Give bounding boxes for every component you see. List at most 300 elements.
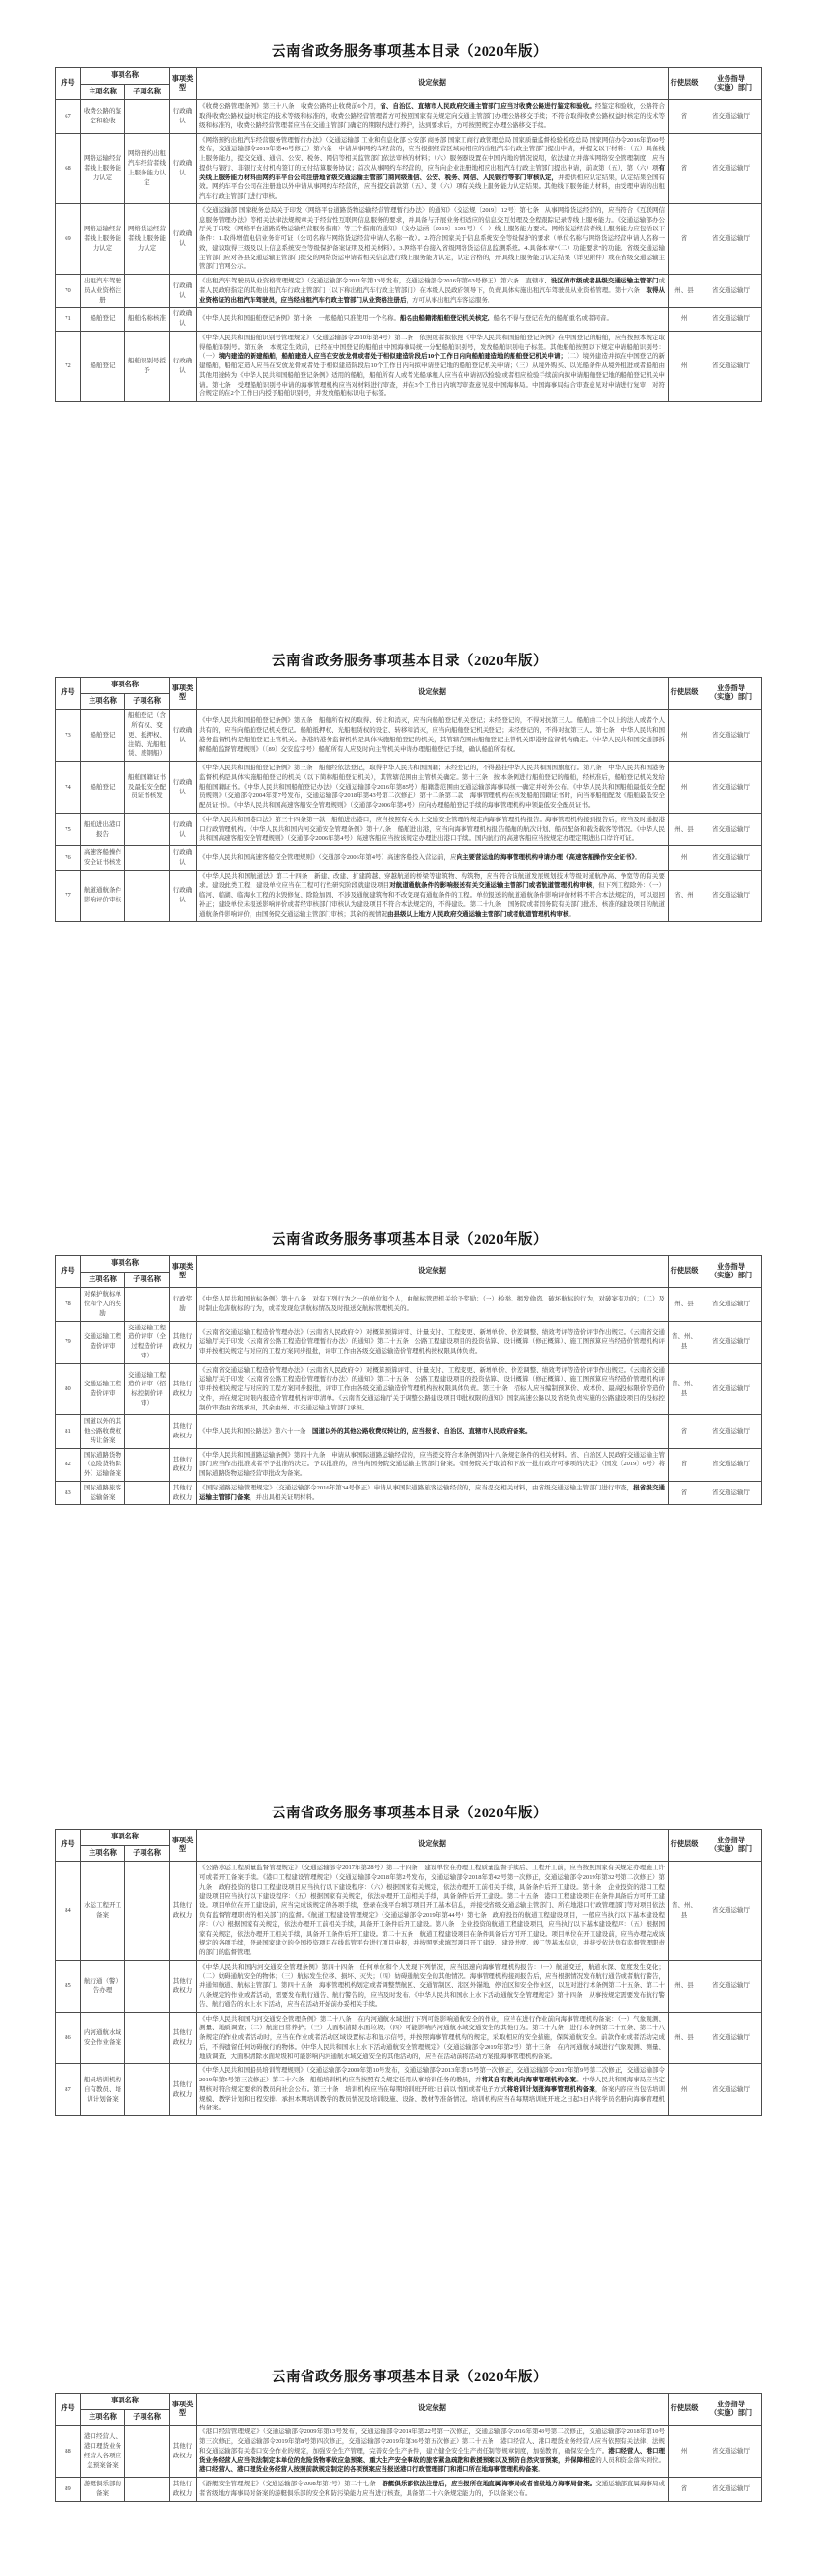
col-header-sub-name: 子项名称: [125, 84, 170, 100]
sub-item-cell: [125, 2478, 170, 2502]
legal-basis-cell: [197, 762, 669, 814]
main-item-cell: 出租汽车驾驶员从业资格注册: [81, 275, 125, 308]
level-cell: 州、县: [669, 1960, 700, 2012]
department-cell: 省交通运输厅: [700, 100, 762, 133]
sub-item-cell: 船舶名称核准: [125, 308, 170, 332]
row-number-cell: 83: [56, 1481, 81, 1505]
level-cell: 省: [669, 1481, 700, 1505]
row-number-cell: 79: [56, 1321, 81, 1363]
col-header-no: 序号: [56, 1830, 81, 1862]
main-item-cell: 船舶登记: [81, 710, 125, 762]
table-row: [56, 1448, 762, 1481]
legal-basis-bold-text: 有关线上服务能力材料由网约车平台公司注册地省级交通运输主管部门商同级通信、公安、税务、网信、人民银行等部门审核认定，: [199, 164, 666, 181]
legal-basis-cell: [197, 2426, 669, 2478]
table-row: [56, 1321, 762, 1363]
legal-basis-cell: [197, 133, 669, 203]
row-number-cell: 85: [56, 1960, 81, 2012]
table-row: [56, 1481, 762, 1505]
legal-basis-bold-text: 境内建造的新建船舶，船舶建造人应当在安放龙骨或者处于相似建造阶段后10个工作日内向船舶建造地的船舶登记机关申请；: [218, 353, 568, 361]
legal-basis-text: 《国际道路运输管理规定》（交通运输部令2016年第34号修正）申请从事国际道路旅客运输经营的，应当提交相关材料，由省级交通运输主管部门进行审查，: [199, 1484, 634, 1491]
row-number-cell: 78: [56, 1288, 81, 1321]
col-header-department: 业务指导 （实施）部门: [700, 678, 762, 710]
legal-basis-cell: [197, 1321, 669, 1363]
sub-item-cell: 船舶识别号授予: [125, 331, 170, 401]
col-header-item-name: 事项名称: [81, 1256, 170, 1273]
main-item-cell: 游艇俱乐部的备案: [81, 2478, 125, 2502]
item-type-cell: 其他行政权力: [170, 2478, 197, 2502]
legal-basis-text: 交通运输部直属海事局或者省级地方海事局对备案的游艇俱乐部的安全和防污染能力应当进行核查，具备第二十六条规定能力的，予以备案公布。: [199, 2481, 666, 2497]
legal-basis-cell: [197, 1960, 669, 2012]
department-cell: 省交通运输厅: [700, 308, 762, 332]
catalog-table: [55, 1829, 762, 2116]
main-item-cell: 网络运输经营者线上服务能力认定: [81, 133, 125, 203]
level-cell: 省: [669, 1415, 700, 1448]
legal-basis-cell: [197, 203, 669, 274]
legal-basis-text: 。: [634, 854, 642, 862]
level-cell: 州: [669, 2426, 700, 2478]
item-type-cell: 行政确认: [170, 710, 197, 762]
table-slot: [0, 67, 819, 402]
legal-basis-cell: [197, 308, 669, 332]
legal-basis-cell: [197, 275, 669, 308]
department-cell: 省交通运输厅: [700, 1321, 762, 1363]
sub-item-cell: [125, 100, 170, 133]
legal-basis-cell: [197, 710, 669, 762]
item-type-cell: 其他行政权力: [170, 1448, 197, 1481]
department-cell: 省交通运输厅: [700, 2478, 762, 2502]
legal-basis-cell: [197, 2012, 669, 2064]
main-item-cell: 网络运输经营者线上服务能力认定: [81, 203, 125, 274]
catalog-table: [55, 1255, 762, 1505]
table-row: [56, 133, 762, 203]
legal-basis-cell: [197, 100, 669, 133]
legal-basis-text: 《中华人民共和国船舶登记条例》第五条 船舶所有权的取得、转让和消灭，应当向船舶登记机关登记；未经登记的，不得对抗第三人。船舶由二个以上的法人或者个人共有的，应当向船舶登记机关登记。船舶抵押权、光船租赁权的设定、转移和消灭，应当向船舶登记机关登记；未经登记的，不得对抗第三人。第七条 中华人民共和国港务监督机构是船舶登记主管机关。各港的港务监督机构是具体实施船舶登记的机关，其管辖范围由船舶登记主管机关即港务监督机构确定。《中华人民共和国交通部拆解船舶监督管理规则》（〔89〕交安监字号）船舶所有人应及时向主管机关申请办理船舶登记手续，确认船舶所有权。: [199, 717, 666, 753]
legal-basis-text: 《中华人民共和国航道法》第二十四条 新建、改建、扩建跨越、穿越航道的桥梁等建筑物、构筑物，应当符合该航道发展规划技术等级对通航净高、净宽等的有关要求。建设此类工程，建设单位应当在工程可行性研究阶段就建设项目: [199, 872, 666, 890]
sub-item-cell: [125, 870, 170, 922]
col-header-item-type: 事项类型: [170, 1830, 197, 1862]
legal-basis-text: 《网络预约出租汽车经营服务管理暂行办法》（交通运输部 工业和信息化部 公安部 商务部 国家工商行政管理总局 国家质量监督检验检疫总局 国家网信办令2016年第60号发布，交通运输部令2019年第46号修正）第六条 申请从事网约车经营的，应当根据经营区域向相应的出租汽车行政主管部门提出申请，并提交以下材料：（五）具备线上服务能力，提交交通、通信、公安、税务、网信等相关监管部门依法审核的材料；（六）服务器设置在中国内地的情况说明，依法建立并落实网络安全管理制度，应当提供与银行、非银行支付机构签订的支付结算服务协议；首次从事网约车经营的，应当向企业注册地相应出租汽车行政主管部门提出申请，前款第（五）、第（六）项: [199, 136, 666, 172]
legal-basis-text: 《游艇安全管理规定》（交通运输部令2008年第7号）第二十七条: [199, 2481, 383, 2488]
row-number-cell: 71: [56, 308, 81, 332]
row-number-cell: 72: [56, 331, 81, 401]
row-number-cell: 80: [56, 1363, 81, 1415]
legal-basis-text: 《中华人民共和国公路法》第六十一条: [199, 1428, 313, 1436]
row-number-cell: 86: [56, 2012, 81, 2064]
legal-basis-text: 《中华人民共和国内河交通安全管理条例》第四十四条 任何单位和个人发现下列情况，应当迅速向海事管理机构报告：（一）航道变迁，航道水深、宽度发生变化；（二）妨碍通航安全的物体；（三）航标发生位移、损坏、灭失；（四）妨碍通航安全的其他情况。海事管理机构接到报告后，应当根据情况发布航行通告或者航行警告，并通知航道、航标主管部门。第四十五条 海事管理机构划定或者调整禁航区、交通管制区、港区外锚地、停泊区和安全作业区，以及对进行本条例第二十五条、第二十八条规定的作业或者活动，需要发布航行通告、航行警告的，应当及时发布。《中华人民共和国水上水下活动通航安全管理规定》第十四条 从事按规定需要发布航行警告、航行通告的水上水下活动，应当在活动开始前办妥相关手续。: [199, 1963, 666, 2008]
level-cell: 州、县: [669, 1288, 700, 1321]
legal-basis-text: 《交通运输部 国家税务总局关于印发〈网络平台道路货物运输经营管理暂行办法〉的通知》（交运规〔2019〕12号）第七条 从事网络货运经营的，应当符合《互联网信息服务管理办法》等相关法律法规规章关于经营性互联网信息服务的要求，并具备与开展业务相适应的信息交互处理及全程跟踪记录等线上服务能力。《交通运输部办公厅关于印发〈网络平台道路货物运输经营服务指南〉等三个指南的通知》（交办运函〔2019〕1391号）（一）线上服务能力要求。网络货运经营者线上服务能力应包括以下条件：1.取得增值电信业务许可证（公司名称与网络货运经营申请人名称一致）。2.符合国家关于信息系统安全等级保护的要求（单位名称与网络货运经营申请人名称一致，建议取得三级及以上信息系统安全等级保护备案证明及相关材料）。3.网络平台接入省级网络货运信息监测系统。4.具备本章“（二）功能要求”的功能。省级交通运输主管部门应对各县交通运输主管部门提交的网络货运申请者相关信息进行线上服务能力认定，认定合格的，开具线上服务能力认定结果（详见附件）或在省级交通运输主管部门官网公示。: [199, 206, 666, 271]
col-header-no: 序号: [56, 678, 81, 710]
main-item-cell: 内河通航水域安全作业备案: [81, 2012, 125, 2064]
legal-basis-text: 《出租汽车驾驶员从业资格管理规定》（交通运输部令2011年第13号发布，交通运输部令2016年第63号修正）第六条 直辖市、: [199, 278, 551, 285]
legal-basis-bold-text: 港口经营人、港口理货业务经营人按照前款规定制定的各项预案应当报送港口行政管理部门和港口所在地海事管理机构备案: [199, 2466, 539, 2474]
col-header-no: 序号: [56, 2394, 81, 2426]
sub-item-cell: 网络货运经营者线上服务能力认定: [125, 203, 170, 274]
table-row: [56, 100, 762, 133]
col-header-department: 业务指导 （实施）部门: [700, 2394, 762, 2426]
sub-item-cell: [125, 813, 170, 845]
legal-basis-text: ，方可从事出租汽车客运服务。: [406, 296, 494, 304]
main-item-cell: 水运工程开工备案: [81, 1862, 125, 1961]
department-cell: 省交通运输厅: [700, 1415, 762, 1448]
table-row: [56, 710, 762, 762]
legal-basis-bold-text: 由县级以上地方人民政府交通运输主管部门或者航道管理机构审核: [387, 910, 569, 918]
legal-basis-text: 《中华人民共和国船舶登记条例》第三条 船舶经依法登记，取得中华人民共和国国籍；未经登记的，不得悬挂中华人民共和国国旗航行。第八条 中华人民共和国港务监督机构是具体实施船舶登记的机关（以下简称船舶登记机关），其管辖范围由主管机关确定。第十三条 按本条例进行船舶登记的船舶，经核准后，船舶登记机关发给船舶国籍证书。《中华人民共和国船舶登记办法》（交通运输部令2016年第85号）船籍港范围由交通运输部海事局统一确定并对外公布。《中华人民共和国船舶最低安全配员规则》（交通部令2004年第7号发布，交通运输部令2018年第43号第二次修正）第十二条第二款 海事管理机构在核发船舶国籍证书时，向当事船舶配发《船舶最低安全配员证书》。《中华人民共和国高速客船安全管理规则》（交通部令2006年第4号）应向办理船舶登记手续的海事管理机构申领最低安全配员证书。: [199, 765, 666, 810]
row-number-cell: 69: [56, 203, 81, 274]
legal-basis-cell: [197, 1862, 669, 1961]
col-header-sub-name: 子项名称: [125, 2409, 170, 2426]
department-cell: 省交通运输厅: [700, 275, 762, 308]
legal-basis-text: ，并出具相关证明材料。: [250, 1493, 319, 1501]
department-cell: 省交通运输厅: [700, 710, 762, 762]
table-body: [56, 1862, 762, 2116]
department-cell: 省交通运输厅: [700, 846, 762, 871]
sub-item-cell: 网络预约出租汽车经营者线上服务能力认定: [125, 133, 170, 203]
department-cell: 省交通运输厅: [700, 1862, 762, 1961]
sub-item-cell: 交通运输工程造价评审（招标控制价评审）: [125, 1363, 170, 1415]
table-row: [56, 275, 762, 308]
legal-basis-text: 《公路水运工程质量监督管理规定》（交通运输部令2017年第28号）第二十四条 建设单位在办理工程质量监督手续后、工程开工前，应当按照国家有关规定办理施工许可或者开工备案手续。《港口工程建设管理规定》（交通运输部令2018年第2号发布，交通运输部令2018年第42号第一次修正，交通运输部令2019年第32号第二次修正）第九条 政府投资的港口工程建设项目应当执行以下建设程序：（六）根据国家有关规定，依法办理开工前相关手续，具备条件后开工建设。第十条 企业投资的港口工程建设项目应当执行以下建设程序：（五）根据国家有关规定，依法办理开工前相关手续，具备条件后开工建设。第二十五条 港口工程建设项目在条件具备后方可开工建设。项目单位在开工建设前，应当完成该规定的各项手续，登录在线平台填写项目开工基本信息，并接受省级交通运输主管部门、所在地港口行政管理部门等对项目依法负有监督管理职责的相关部门的监督。《航道工程建设管理规定》（交通运输部令2019年第44号）第七条 政府投资的航道工程建设项目，一般应当执行以下基本建设程序：（六）根据国家有关规定，依法办理开工前相关手续，具备开工条件后开工建设。第八条 企业投资的航道工程建设项目，应当执行以下基本建设程序：（五）根据国家有关规定，依法办理开工相关手续，具备开工条件后开工建设。第二十五条 航道工程建设项目在条件具备后方可开工建设。项目单位在开工建设前，应当办理完成该规定的各项手续，登录国家建立的全国投资项目在线监管平台进行项目申报，并按照要求填写项目开工建设、建设进度、竣工等基本信息，并接受依法负有监督管理职责的部门的监督管理。: [199, 1865, 666, 1957]
main-item-cell: 高速客船操作安全证书核发: [81, 846, 125, 871]
level-cell: 省、州、县: [669, 1862, 700, 1961]
level-cell: 省: [669, 100, 700, 133]
legal-basis-text: 或者人民政府指定的其他出租汽车行政主管部门（以下称出租汽车行政主管部门）在本级人民政府领导下，负责具体实施出租汽车驾驶员从业资格管理。第十六条: [199, 278, 666, 294]
sub-item-cell: [125, 2064, 170, 2116]
legal-basis-bold-text: 报省级交通运输主管部门备案: [199, 1484, 666, 1501]
catalog-page-4: [0, 1802, 819, 2116]
col-header-level: 行使层级: [669, 68, 700, 100]
level-cell: 州: [669, 762, 700, 814]
legal-basis-cell: [197, 870, 669, 922]
legal-basis-text: 经鉴定和验收，公路符合取得收费公路权益时核定的技术等级和标准的，收费公路经营管理者方可按照国家有关规定向交通主管部门办理公路移交手续；不符合取得收费公路权益时核定的技术等级和标准的，收费公路经营管理者应当在交通主管部门确定的期限内进行养护，达到要求后，方可按照规定办理公路移交手续。: [199, 103, 666, 129]
sub-item-cell: [125, 2012, 170, 2064]
col-header-legal-basis: 设定依据: [197, 1256, 669, 1288]
level-cell: 州: [669, 308, 700, 332]
table-row: [56, 1363, 762, 1415]
legal-basis-text: 《收费公路管理条例》第三十八条 收费公路终止收费前6个月，: [199, 103, 381, 111]
item-type-cell: 行政确认: [170, 100, 197, 133]
row-number-cell: 89: [56, 2478, 81, 2502]
sub-item-cell: [125, 275, 170, 308]
item-type-cell: 其他行政权力: [170, 1862, 197, 1961]
item-type-cell: 行政确认: [170, 870, 197, 922]
page-title: 云南省政务服务事项基本目录（2020年版）: [272, 2370, 547, 2385]
legal-basis-bold-text: 港口经营人、港口理货业务经营人应当依法制定本单位的危险货物事故应急预案、重大生产安全事故的旅客紧急疏散和救援预案以及预防自然灾害预案，并保障相应: [199, 2447, 666, 2464]
table-row: [56, 308, 762, 332]
col-header-item-name: 事项名称: [81, 678, 170, 694]
legal-basis-cell: [197, 1448, 669, 1481]
col-header-item-type: 事项类型: [170, 1256, 197, 1288]
row-number-cell: 82: [56, 1448, 81, 1481]
legal-basis-text: 《港口经营管理规定》（交通运输部令2009年第13号发布，交通运输部令2014年第22号第一次修正，交通运输部令2016年第43号第二次修正，交通运输部令2018年第10号第三次修正，交通运输部令2019年第8号第四次修正，交通运输部令2019年第36号第五次修正）第二十五条 港口经营人、港口理货业务经营人应当依照有关法律、法规和交通运输部有关港口安全作业的规定，加强安全生产管理，完善安全生产条件，建立健全安全生产责任制等规章制度，加强教育，确保安全生产。: [199, 2428, 666, 2455]
page-title: 云南省政务服务事项基本目录（2020年版）: [272, 44, 547, 60]
table-row: [56, 203, 762, 274]
table-slot: [0, 1829, 819, 2116]
level-cell: 州: [669, 2064, 700, 2116]
legal-basis-bold-text: 对航道通航条件的影响报送有关交通运输主管部门或者航道管理机构审核: [389, 882, 593, 890]
table-row: [56, 2012, 762, 2064]
col-header-level: 行使层级: [669, 678, 700, 710]
item-type-cell: 行政奖励: [170, 1288, 197, 1321]
col-header-item-type: 事项类型: [170, 68, 197, 100]
sub-item-cell: [125, 1862, 170, 1961]
item-type-cell: 行政确认: [170, 308, 197, 332]
sub-item-cell: [125, 2426, 170, 2478]
table-body: [56, 2426, 762, 2501]
legal-basis-text: 《云南省交通运输工程造价管理办法》（云南省人民政府令）对概算预算评审、计量支付、工程变更、新增单价、价差调整、绩效考评等造价评审作出规定。《云南省交通运输厅关于印发〈云南省公路工程造价管理暂行办法〉的通知》第二十五条 公路工程建设项目的投资估算、设计概算（修正概算）、施工图预算应当经造价管理机构评审并按相关规定与对应的工程方案同步报批，评审工作由各级交通运输造价管理机构按权限具体负责。第三十条 招标人应当编制预算价、成本价、最高投标限价等造价文件，并在规定时限内报造价管理机构评审清单。《云南省交通运输厅关于调整公路建设项目审批权限的通知》国家高速公路以及省级负责实施的公路建设项目的投标控制价审查由省级承担，其余由州、市交通运输主管部门承担。: [199, 1366, 666, 1411]
legal-basis-text: ，但下列工程除外：（一）临河、临湖、临海水工程的水毁修复、除险加固、不涉及通航建筑物和不改变现有通航条件的工程。单位报送的航道通航条件影响评价材料不符合本法规定的，可以退回补正；建设单位未报送影响评价或者经审核部门审核认为建设项目不符合本法规定的，不得建设。第二十九条 国务院或者国务院有关部门批准、核准的建设项目的航道通航条件影响评价，由国务院交通运输主管部门审核；其余的视情况: [199, 882, 666, 918]
col-header-no: 序号: [56, 1256, 81, 1288]
legal-basis-bold-text: 国道以外的其他公路收费权转让的，应当报省、自治区、直辖市人民政府备案。: [312, 1428, 532, 1436]
catalog-page-1: [0, 40, 819, 402]
department-cell: 省交通运输厅: [700, 870, 762, 922]
legal-basis-cell: [197, 2064, 669, 2116]
item-type-cell: 其他行政权力: [170, 1960, 197, 2012]
legal-basis-bold-text: 设区的市级或者县级交通运输主管部门: [550, 278, 659, 285]
main-item-cell: 船舶登记: [81, 331, 125, 401]
level-cell: 省: [669, 2478, 700, 2502]
legal-basis-text: 《中华人民共和国高速客船安全管理规则》（交通部令2006年第4号）高速客船投入营运前，应: [199, 854, 457, 862]
sub-item-cell: [125, 1288, 170, 1321]
col-header-main-name: 主项名称: [81, 1272, 125, 1288]
legal-basis-text: 的人员和资金落实到位。: [595, 2456, 666, 2464]
legal-basis-cell: [197, 1415, 669, 1448]
row-number-cell: 77: [56, 870, 81, 922]
row-number-cell: 67: [56, 100, 81, 133]
col-header-legal-basis: 设定依据: [197, 1830, 669, 1862]
legal-basis-text: 《中华人民共和国船舶登记条例》第十条 一般船舶只准使用一个名称。: [199, 315, 401, 323]
col-header-legal-basis: 设定依据: [197, 678, 669, 710]
legal-basis-cell: [197, 2478, 669, 2502]
col-header-level: 行使层级: [669, 1830, 700, 1862]
legal-basis-text: 《中华人民共和国船舶识别号管理规定》（交通运输部令2010年第4号）第二条 依照或者拟依照《中华人民共和国船舶登记条例》在中国登记的船舶，应当按照本规定取得船舶识别号。第五条 本规定生效前，已经在中国登记的船舶由中国海事局统一分配船舶识别号，发放船舶识别电子标签。其他船舶按照以下规定申请船舶识别号：（一）: [199, 334, 666, 361]
main-item-cell: 船舶登记: [81, 762, 125, 814]
table-header: [56, 1830, 762, 1862]
col-header-level: 行使层级: [669, 2394, 700, 2426]
table-header: [56, 1256, 762, 1288]
legal-basis-bold-text: 取得从业资格证的出租汽车驾驶员，应当经出租汽车行政主管部门从业资格注册后: [199, 286, 666, 304]
col-header-main-name: 主项名称: [81, 1845, 125, 1862]
row-number-cell: 75: [56, 813, 81, 845]
table-row: [56, 331, 762, 401]
legal-basis-text: 。: [568, 910, 576, 918]
table-body: [56, 710, 762, 922]
legal-basis-text: 《中华人民共和国港口法》第三十四条第一款 船舶进出港口，应当按照有关水上交通安全管理的规定向海事管理机构报告。海事管理机构接到报告后，应当及时通报港口行政管理机构。《中华人民共和国内河交通安全管理条例》第十八条 船舶进出港，应当向海事管理机构报告船舶的航次计划、船员配备和载货载客等情况。《中华人民共和国高速客船安全管理规则》（交通部令2006年第4号）高速客船应当按该规定办理进出港口手续。国内航行的高速客船应当按规定办理定期进出口岸许可证。: [199, 816, 666, 843]
col-header-item-name: 事项名称: [81, 68, 170, 85]
legal-basis-text: 《中华人民共和国内河交通安全管理条例》第二十八条 在内河通航水域进行下列可能影响通航安全的作业，应当在进行作业前向海事管理机构备案：（一）气象观测、测量、地质调查；（二）航道日常养护；（三）大面积清除水面垃圾；（四）可能影响内河通航水域交通安全的其他行为。第二十九条 进行本条例第二十五条、第二十八条规定的作业或者活动时，应当在作业或者活动区域设置标志和显示信号，并按照海事管理机构的规定，采取相应的安全措施，保障通航安全。前款作业或者活动完成后，不得遗留任何妨碍航行的物体。《中华人民共和国水上水下活动通航安全管理规定》（交通运输部令2019年第2号）第十三条 在内河通航水域进行气象观测、测量、地质调查、大面积清除水面垃圾和可能影响内河通航水域交通安全的其他活动的，应当在活动前将活动方案报海事管理机构备案。: [199, 2015, 666, 2060]
main-item-cell: 对保护航标单位和个人的奖励: [81, 1288, 125, 1321]
legal-basis-bold-text: 船名由船籍港船舶登记机关核定。: [400, 315, 494, 323]
department-cell: 省交通运输厅: [700, 2064, 762, 2116]
row-number-cell: 88: [56, 2426, 81, 2478]
col-header-item-name: 事项名称: [81, 1830, 170, 1846]
legal-basis-text: 《中华人民共和国航标条例》第十八条 对有下列行为之一的单位和个人，由航标管理机关给予奖励：（一）检举、揭发偷盗、破坏航标的行为，对破案有功的；（二）及时制止危害航标的行为，或者发现危害航标情况及时报送交航标管理机关的。: [199, 1296, 666, 1313]
legal-basis-cell: [197, 1288, 669, 1321]
header-row-1: [56, 1830, 762, 1846]
legal-basis-bold-text: 将培训计划报海事管理机构备案: [506, 2085, 595, 2093]
department-cell: 省交通运输厅: [700, 1481, 762, 1505]
main-item-cell: 国际道路货物（危险货物除外）运输备案: [81, 1448, 125, 1481]
item-type-cell: 行政确认: [170, 846, 197, 871]
item-type-cell: 其他行政权力: [170, 1363, 197, 1415]
department-cell: 省交通运输厅: [700, 2426, 762, 2478]
legal-basis-text: 。中华人民共和国海事局应当定期核对符合规定要求的教员向社会公布。第三十条 培训机构应当在每期培训班开班3日前以书面或者电子方式: [199, 2077, 666, 2093]
department-cell: 省交通运输厅: [700, 1363, 762, 1415]
table-row: [56, 846, 762, 871]
level-cell: 省: [669, 203, 700, 274]
table-slot: [0, 2393, 819, 2502]
table-slot: [0, 1255, 819, 1505]
sub-item-cell: [125, 846, 170, 871]
row-number-cell: 68: [56, 133, 81, 203]
legal-basis-text: 。: [538, 2466, 544, 2474]
legal-basis-cell: [197, 846, 669, 871]
col-header-department: 业务指导 （实施）部门: [700, 1256, 762, 1288]
level-cell: 州、县: [669, 275, 700, 308]
main-item-cell: 交通运输工程造价评审: [81, 1363, 125, 1415]
department-cell: 省交通运输厅: [700, 133, 762, 203]
col-header-item-type: 事项类型: [170, 2394, 197, 2426]
sub-item-cell: [125, 1481, 170, 1505]
item-type-cell: 行政确认: [170, 331, 197, 401]
department-cell: 省交通运输厅: [700, 762, 762, 814]
level-cell: 省、州、县: [669, 1321, 700, 1363]
catalog-table: [55, 677, 762, 922]
item-type-cell: 其他行政权力: [170, 1481, 197, 1505]
col-header-item-name: 事项名称: [81, 2394, 170, 2410]
main-item-cell: 交通运输工程造价评审: [81, 1321, 125, 1363]
sub-item-cell: [125, 1960, 170, 2012]
col-header-sub-name: 子项名称: [125, 1272, 170, 1288]
col-header-main-name: 主项名称: [81, 84, 125, 100]
col-header-level: 行使层级: [669, 1256, 700, 1288]
department-cell: 省交通运输厅: [700, 1960, 762, 2012]
row-number-cell: 81: [56, 1415, 81, 1448]
item-type-cell: 行政确认: [170, 133, 197, 203]
col-header-item-type: 事项类型: [170, 678, 197, 710]
page-title: 云南省政务服务事项基本目录（2020年版）: [272, 1232, 547, 1248]
catalog-table: [55, 67, 762, 402]
legal-basis-cell: [197, 1363, 669, 1415]
legal-basis-cell: [197, 331, 669, 401]
legal-basis-text: （二）境外建造并拟在中国登记的新建船舶，船舶定造人应当在安放龙骨或者处于相似建造阶段后10个工作日内向拟申请登记地的船舶登记机关申请；（三）从境外购买、以光船条件从境外租进或者船舶由其他用途转为《中华人民共和国船舶登记条例》适用的船舶，船舶所有人或者光船承租人应当在申请初次检验或者相应检验手续前向拟申请船舶登记地的船舶登记机关申请。第七条 受理船舶识别号申请的海事管理机构应当对材料进行审查，并在3个工作日内填写审查意见报中国海事局。中国海事局结合审查意见对申请进行复审，对符合规定的在2个工作日内授予船舶识别号，并发放船舶标识电子标签。: [199, 353, 666, 398]
table-body: [56, 100, 762, 402]
table-row: [56, 1960, 762, 2012]
item-type-cell: 其他行政权力: [170, 2426, 197, 2478]
department-cell: 省交通运输厅: [700, 813, 762, 845]
level-cell: 省、州、县: [669, 1363, 700, 1415]
main-item-cell: 船舶进出港口报告: [81, 813, 125, 845]
table-row: [56, 1288, 762, 1321]
col-header-department: 业务指导 （实施）部门: [700, 68, 762, 100]
main-item-cell: 船舶登记: [81, 308, 125, 332]
item-type-cell: 其他行政权力: [170, 2064, 197, 2116]
sub-item-cell: [125, 1415, 170, 1448]
table-slot: [0, 677, 819, 922]
row-number-cell: 84: [56, 1862, 81, 1961]
main-item-cell: 港口经营人、港口理货业务经营人各项应急预案备案: [81, 2426, 125, 2478]
sub-item-cell: 船舶登记（含所有权、变更、抵押权、注销、光船租赁、废钢船）: [125, 710, 170, 762]
main-item-cell: 收费公路的鉴定和验收: [81, 100, 125, 133]
main-item-cell: 国道以外的其他公路收费权转让备案: [81, 1415, 125, 1448]
table-header: [56, 678, 762, 710]
row-number-cell: 74: [56, 762, 81, 814]
item-type-cell: 行政确认: [170, 203, 197, 274]
legal-basis-text: 《中华人民共和国道路运输条例》第四十九条 申请从事国际道路运输经营的，应当提交符合本条例第四十八条规定条件的相关材料。省、自治区人民政府交通运输主管部门应当作出批准或者不予批准的决定。予以批准的，应当向国务院交通运输主管部门备案。《国务院关于取消和下放一批行政许可事项的决定》（国发〔2019〕6号）将国际道路货物运输经营审批改为备案。: [199, 1451, 666, 1478]
legal-basis-text: ，备案内容应当包括培训规模、教学计划和日程安排、承担本期培训教学的教员情况及培训设施、设备、教材等准备情况。培训机构应当在每期培训班开班之日起3日内将学员名册向海事管理机构备案。: [199, 2085, 666, 2112]
col-header-sub-name: 子项名称: [125, 693, 170, 710]
col-header-legal-basis: 设定依据: [197, 68, 669, 100]
main-item-cell: 船员培训机构自有教员、培训计划备案: [81, 2064, 125, 2116]
col-header-no: 序号: [56, 68, 81, 100]
catalog-page-2: [0, 650, 819, 922]
col-header-main-name: 主项名称: [81, 2409, 125, 2426]
catalog-table: [55, 2393, 762, 2502]
item-type-cell: 其他行政权力: [170, 1321, 197, 1363]
col-header-legal-basis: 设定依据: [197, 2394, 669, 2426]
sub-item-cell: [125, 1448, 170, 1481]
table-row: [56, 1862, 762, 1961]
item-type-cell: 行政确认: [170, 813, 197, 845]
level-cell: 州: [669, 710, 700, 762]
row-number-cell: 87: [56, 2064, 81, 2116]
legal-basis-cell: [197, 813, 669, 845]
department-cell: 省交通运输厅: [700, 1288, 762, 1321]
col-header-main-name: 主项名称: [81, 693, 125, 710]
level-cell: 州、县: [669, 2012, 700, 2064]
level-cell: 州: [669, 331, 700, 401]
row-number-cell: 73: [56, 710, 81, 762]
legal-basis-bold-text: 游艇俱乐部依法注册后，应当报所在地直属海事局或者省级地方海事局备案。: [382, 2481, 596, 2488]
level-cell: 省: [669, 133, 700, 203]
department-cell: 省交通运输厅: [700, 331, 762, 401]
col-header-sub-name: 子项名称: [125, 1845, 170, 1862]
level-cell: 省、州: [669, 870, 700, 922]
legal-basis-bold-text: 将其自有教员向海事管理机构备案: [481, 2077, 577, 2084]
department-cell: 省交通运输厅: [700, 2012, 762, 2064]
header-row-1: [56, 2394, 762, 2410]
legal-basis-text: 船名不得与登记在先的船舶重名或者同音。: [493, 315, 614, 323]
table-row: [56, 762, 762, 814]
main-item-cell: 航行通（警）告办理: [81, 1960, 125, 2012]
item-type-cell: 行政确认: [170, 762, 197, 814]
legal-basis-text: 《中华人民共和国船员培训管理规则》（交通运输部令2009年第10号发布，交通运输部令2013年第15号第一次修正，交通运输部令2017年第9号第二次修正，交通运输部令2019年第5号第三次修正）第二十六条 船舶培训机构应当按照有关规定任用从事培训任务的教员，并: [199, 2067, 666, 2084]
col-header-department: 业务指导 （实施）部门: [700, 1830, 762, 1862]
main-item-cell: 航道通航条件影响评价审核: [81, 870, 125, 922]
table-row: [56, 2064, 762, 2116]
page-title: 云南省政务服务事项基本目录（2020年版）: [272, 654, 547, 669]
item-type-cell: 其他行政权力: [170, 2012, 197, 2064]
table-row: [56, 2478, 762, 2502]
legal-basis-bold-text: 省、自治区、直辖市人民政府交通主管部门应当对收费公路进行鉴定和验收。: [380, 103, 595, 111]
table-header: [56, 2394, 762, 2426]
department-cell: 省交通运输厅: [700, 1448, 762, 1481]
catalog-page-5: [0, 2366, 819, 2502]
level-cell: 州: [669, 846, 700, 871]
table-row: [56, 813, 762, 845]
header-row-1: [56, 678, 762, 694]
table-row: [56, 2426, 762, 2478]
catalog-page-3: [0, 1228, 819, 1505]
row-number-cell: 76: [56, 846, 81, 871]
table-row: [56, 870, 762, 922]
header-row-1: [56, 68, 762, 85]
legal-basis-text: 并提供相应认定结果，认定结果全国有效。网约车平台公司在注册地以外申请从事网约车经营的，应当提交前款第（五）、第（六）项有关线上服务能力认定结果。其他线下服务能力材料，由受理申请的出租汽车行政主管部门进行审核。: [199, 174, 666, 201]
page-title: 云南省政务服务事项基本目录（2020年版）: [272, 1806, 547, 1821]
table-row: [56, 1415, 762, 1448]
level-cell: 省: [669, 1448, 700, 1481]
header-row-1: [56, 1256, 762, 1273]
